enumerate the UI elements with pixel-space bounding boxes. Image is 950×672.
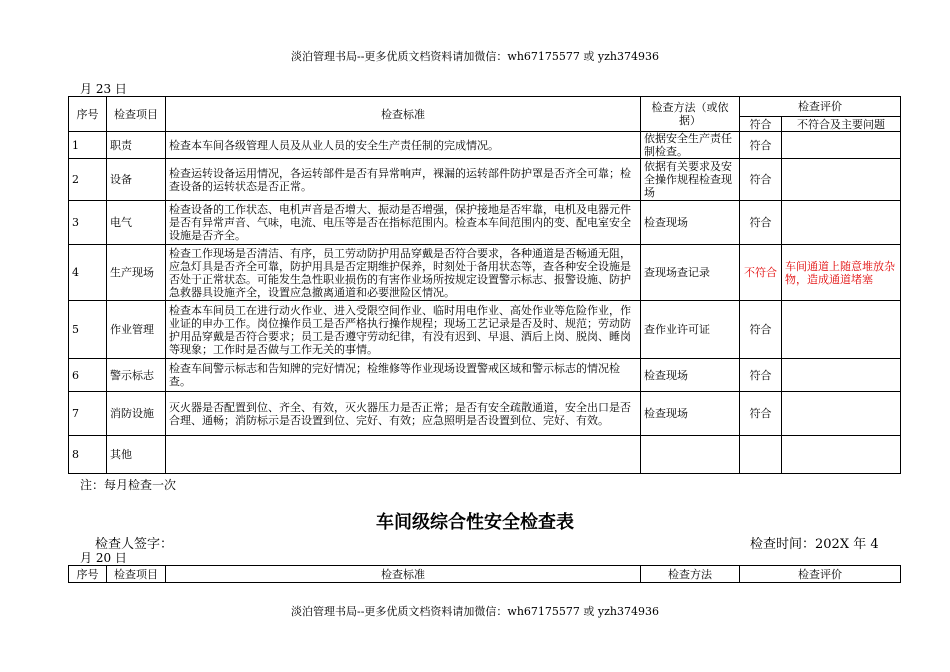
row-result: 符合	[740, 301, 782, 359]
row-result: 符合	[740, 132, 782, 159]
row-method: 查现场查记录	[641, 245, 740, 301]
page-footer-text: 淡泊管理书局--更多优质文档资料请加微信：wh67175577 或 yzh374936	[291, 605, 659, 618]
row-item: 设备	[107, 159, 166, 201]
row-issue	[782, 359, 901, 392]
col-header-item: 检查项目	[107, 97, 166, 132]
row-no: 1	[69, 132, 107, 159]
note-text: 注：每月检查一次	[80, 478, 177, 492]
col-header-item: 检查项目	[107, 566, 166, 583]
row-result: 不符合	[740, 245, 782, 301]
col-header-method: 检查方法	[641, 566, 740, 583]
col-header-standard: 检查标准	[166, 566, 641, 583]
col-header-no: 序号	[69, 566, 107, 583]
row-method: 查作业许可证	[641, 301, 740, 359]
row-standard	[166, 436, 641, 474]
row-result	[740, 436, 782, 474]
row-standard: 检查设备的工作状态、电机声音是否增大、振动是否增强，保护接地是否牢靠，电机及电器元件是否有异常声音、气味，电流、电压等是否在指标范围内。检查本车间范围内的变、配电室安全设施是否齐全。	[166, 201, 641, 245]
row-issue	[782, 436, 901, 474]
row-standard: 检查工作现场是否清洁、有序，员工劳动防护用品穿戴是否符合要求，各种通道是否畅通无阻，应急灯具是否齐全可靠，防护用具是否定期维护保养，时刻处于备用状态等，查各种安全设施是否处于正常状态。可能发生急性职业损伤的有害作业场所按规定设置警示标志、报警设施、防护急救器具设施齐全，设置应急撤离通道和必要泄险区情况。	[166, 245, 641, 301]
col-header-eval: 检查评价	[740, 97, 901, 117]
row-method: 检查现场	[641, 392, 740, 436]
row-no: 7	[69, 392, 107, 436]
row-item: 生产现场	[107, 245, 166, 301]
row-issue	[782, 159, 901, 201]
row-standard: 检查车间警示标志和告知牌的完好情况；检维修等作业现场设置警戒区域和警示标志的情况检查。	[166, 359, 641, 392]
row-result: 符合	[740, 159, 782, 201]
table-row	[69, 436, 901, 474]
row-standard: 检查运转设备运用情况，各运转部件是否有异常响声，裸漏的运转部件防护罩是否齐全可靠；检查设备的运转状态是否正常。	[166, 159, 641, 201]
row-no: 8	[69, 436, 107, 474]
date-top: 月 23 日	[80, 82, 127, 96]
table-row	[69, 159, 901, 201]
table-row	[69, 245, 901, 301]
inspector-label: 检查人签字：	[95, 537, 174, 552]
row-method	[641, 436, 740, 474]
table-row	[69, 201, 901, 245]
col-header-ok: 符合	[740, 117, 782, 132]
table-row	[69, 392, 901, 436]
row-issue	[782, 392, 901, 436]
row-method: 检查现场	[641, 201, 740, 245]
row-issue: 车间通道上随意堆放杂物，造成通道堵塞	[782, 245, 901, 301]
row-method: 依据有关要求及安全操作规程检查现场	[641, 159, 740, 201]
row-method: 依据安全生产责任制检查。	[641, 132, 740, 159]
col-header-eval: 检查评价	[740, 566, 901, 583]
row-standard: 检查本车间各级管理人员及从业人员的安全生产责任制的完成情况。	[166, 132, 641, 159]
col-header-standard: 检查标准	[166, 97, 641, 132]
row-no: 4	[69, 245, 107, 301]
row-item: 职责	[107, 132, 166, 159]
row-item: 电气	[107, 201, 166, 245]
row-standard: 灭火器是否配置到位、齐全、有效，灭火器压力是否正常；是否有安全疏散通道，安全出口是否合理、通畅；消防标示是否设置到位、完好、有效；应急照明是否设置到位、完好、有效。	[166, 392, 641, 436]
row-item: 其他	[107, 436, 166, 474]
inspection-table	[68, 96, 901, 474]
row-standard: 检查本车间员工在进行动火作业、进入受限空间作业、临时用电作业、高处作业等危险作业，作业证的申办工作。岗位操作员工是否严格执行操作规程；现场工艺记录是否及时、规范；劳动防护用品穿戴是否符合要求；员工是否遵守劳动纪律，有没有迟到、早退、酒后上岗、脱岗、睡岗等现象；工作时是否做与工作无关的事情。	[166, 301, 641, 359]
inspection-table-2	[68, 565, 901, 583]
table-row	[69, 132, 901, 159]
row-issue	[782, 201, 901, 245]
col-header-no: 序号	[69, 97, 107, 132]
date-2: 月 20 日	[80, 551, 127, 565]
table-row	[69, 301, 901, 359]
row-no: 3	[69, 201, 107, 245]
row-item: 消防设施	[107, 392, 166, 436]
row-result: 符合	[740, 392, 782, 436]
col-header-notok: 不符合及主要问题	[782, 117, 901, 132]
row-item: 作业管理	[107, 301, 166, 359]
row-issue	[782, 301, 901, 359]
row-no: 6	[69, 359, 107, 392]
page-header-text: 淡泊管理书局--更多优质文档资料请加微信：wh67175577 或 yzh374936	[291, 50, 659, 63]
row-issue	[782, 132, 901, 159]
table-row	[69, 359, 901, 392]
row-result: 符合	[740, 359, 782, 392]
col-header-method: 检查方法（或依据）	[641, 97, 740, 132]
form-title: 车间级综合性安全检查表	[376, 512, 574, 533]
check-time: 检查时间：202X 年 4	[750, 537, 879, 552]
row-item: 警示标志	[107, 359, 166, 392]
row-no: 2	[69, 159, 107, 201]
row-result: 符合	[740, 201, 782, 245]
row-no: 5	[69, 301, 107, 359]
row-method: 检查现场	[641, 359, 740, 392]
